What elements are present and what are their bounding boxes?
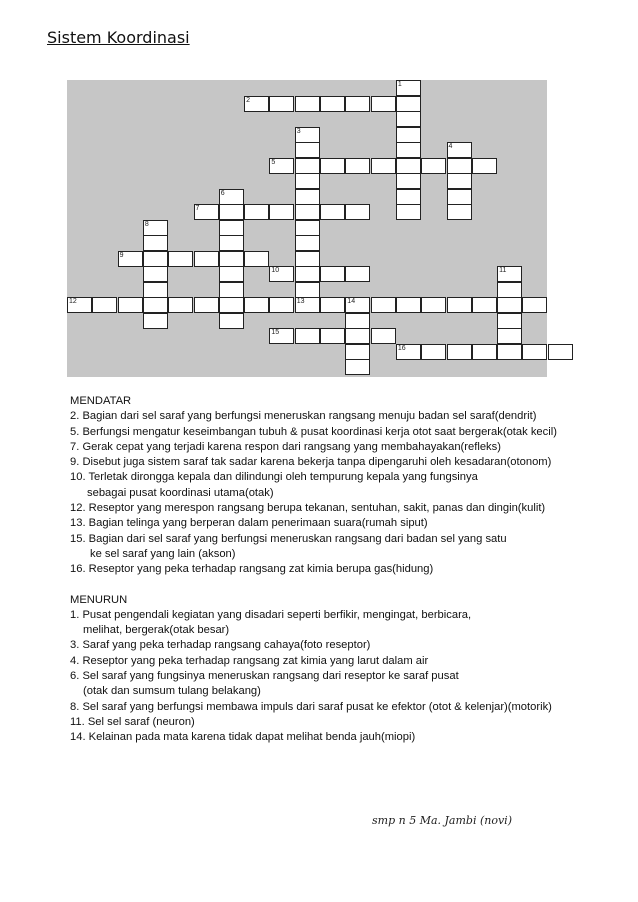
crossword-cell[interactable] xyxy=(447,189,472,205)
clue-number: 12 xyxy=(69,298,77,305)
clue-line: melihat, bergerak(otak besar) xyxy=(83,624,230,637)
crossword-cell[interactable] xyxy=(472,158,497,174)
crossword-cell[interactable] xyxy=(244,297,269,313)
clue-number: 5 xyxy=(271,158,276,166)
crossword-cell[interactable] xyxy=(219,297,244,313)
crossword-cell[interactable] xyxy=(244,251,269,267)
crossword-cell[interactable] xyxy=(320,158,345,174)
crossword-cell[interactable] xyxy=(497,297,522,313)
crossword-cell[interactable] xyxy=(396,189,421,205)
crossword-cell[interactable] xyxy=(396,111,421,127)
crossword-cell[interactable] xyxy=(447,158,472,174)
crossword-cell[interactable] xyxy=(548,344,573,360)
crossword-cell[interactable] xyxy=(219,235,244,251)
crossword-cell[interactable] xyxy=(295,235,320,251)
crossword-cell[interactable] xyxy=(396,142,421,158)
footer-credit: smp n 5 Ma. Jambi (novi) xyxy=(372,814,512,827)
crossword-cell[interactable] xyxy=(219,220,244,236)
clue-number: 14 xyxy=(347,298,356,305)
crossword-cell[interactable] xyxy=(295,328,320,344)
crossword-cell[interactable] xyxy=(345,158,370,174)
crossword-cell[interactable] xyxy=(421,344,446,360)
crossword-cell[interactable] xyxy=(219,204,244,220)
crossword-cell[interactable] xyxy=(295,282,320,298)
clue-number: 13 xyxy=(296,298,305,305)
crossword-cell[interactable] xyxy=(143,251,168,267)
crossword-cell[interactable] xyxy=(295,142,320,158)
clue-number: 16 xyxy=(397,344,406,352)
clue-line: 1. Pusat pengendali kegiatan yang disadari seperti berfikir, mengingat, berbicara, xyxy=(70,608,472,621)
clues-section xyxy=(70,394,610,746)
clue-line: 16. Reseptor yang peka terhadap rangsang zat kimia berupa gas(hidung) xyxy=(70,563,434,576)
page-title: Sistem Koordinasi xyxy=(47,28,190,47)
clue-line: 14. Kelainan pada mata karena tidak dapat melihat benda jauh(miopi) xyxy=(70,731,416,744)
clue-number: 4 xyxy=(448,143,453,150)
clue-number: 6 xyxy=(220,189,225,197)
clue-line: 10. Terletak dirongga kepala dan dilindungi oleh tempurung kepala yang fungsinya xyxy=(70,471,478,484)
crossword-cell[interactable] xyxy=(143,266,168,282)
crossword-cell[interactable] xyxy=(421,297,446,313)
clue-number: 15 xyxy=(271,329,280,336)
crossword-cell[interactable] xyxy=(421,158,446,174)
crossword-cell[interactable] xyxy=(447,173,472,189)
crossword-cell[interactable] xyxy=(345,96,370,112)
crossword-cell[interactable] xyxy=(396,96,421,112)
clue-number: 11 xyxy=(499,267,507,274)
crossword-cell[interactable] xyxy=(447,204,472,220)
crossword-cell[interactable] xyxy=(295,173,320,189)
crossword-cell[interactable] xyxy=(497,344,522,360)
crossword-cell[interactable] xyxy=(371,96,396,112)
crossword-cell[interactable] xyxy=(219,266,244,282)
crossword-cell[interactable] xyxy=(269,96,294,112)
crossword-cell[interactable] xyxy=(320,266,345,282)
crossword-cell[interactable] xyxy=(269,204,294,220)
crossword-cell[interactable] xyxy=(396,127,421,143)
crossword-cell[interactable] xyxy=(320,96,345,112)
crossword-cell[interactable] xyxy=(320,328,345,344)
clue-line: 13. Bagian telinga yang berperan dalam penerimaan suara(rumah siput) xyxy=(70,517,428,530)
crossword-cell[interactable] xyxy=(143,282,168,298)
clue-number: 8 xyxy=(144,220,149,228)
clue-line: 12. Reseptor yang merespon rangsang berupa tekanan, sentuhan, sakit, panas dan dingin(kulit) xyxy=(70,502,546,515)
crossword-cell[interactable] xyxy=(345,204,370,220)
clue-line: 2. Bagian dari sel saraf yang berfungsi meneruskan rangsang menuju badan sel saraf(dendrit) xyxy=(70,410,537,423)
crossword-cell[interactable] xyxy=(345,313,370,329)
crossword-cell[interactable] xyxy=(143,235,168,251)
crossword-cell[interactable] xyxy=(295,96,320,112)
crossword-cell[interactable] xyxy=(522,297,547,313)
crossword-cell[interactable] xyxy=(219,313,244,329)
clue-line: 3. Saraf yang peka terhadap rangsang cahaya(foto reseptor) xyxy=(70,639,371,652)
crossword-cell[interactable] xyxy=(345,328,370,344)
crossword-cell[interactable] xyxy=(447,297,472,313)
crossword-cell[interactable] xyxy=(194,297,219,313)
clue-line: 11. Sel sel saraf (neuron) xyxy=(70,715,195,728)
crossword-grid xyxy=(67,80,547,377)
crossword-cell[interactable] xyxy=(522,344,547,360)
clue-line: sebagai pusat koordinasi utama(otak) xyxy=(87,486,274,499)
crossword-cell[interactable] xyxy=(497,328,522,344)
clue-number: 1 xyxy=(397,81,402,88)
crossword-cell[interactable] xyxy=(143,297,168,313)
crossword-cell[interactable] xyxy=(396,173,421,189)
clue-line: 6. Sel saraf yang fungsinya meneruskan rangsang dari reseptor ke saraf pusat xyxy=(70,670,459,683)
crossword-cell[interactable] xyxy=(295,266,320,282)
mendatar-heading: MENDATAR xyxy=(70,395,132,407)
clue-number: 3 xyxy=(296,127,301,135)
crossword-cell[interactable] xyxy=(472,344,497,360)
crossword-cell[interactable] xyxy=(371,328,396,344)
crossword-cell[interactable] xyxy=(345,344,370,360)
clue-line: 4. Reseptor yang peka terhadap rangsang zat kimia yang larut dalam air xyxy=(70,654,429,667)
crossword-cell[interactable] xyxy=(168,297,193,313)
crossword-cell[interactable] xyxy=(295,251,320,267)
crossword-cell[interactable] xyxy=(295,220,320,236)
crossword-cell[interactable] xyxy=(244,204,269,220)
clue-line: (otak dan sumsum tulang belakang) xyxy=(83,685,261,698)
crossword-cell[interactable] xyxy=(396,297,421,313)
clue-line: 15. Bagian dari sel saraf yang berfungsi meneruskan rangsang dari badan sel yang satu xyxy=(70,532,507,545)
crossword-cell[interactable] xyxy=(447,344,472,360)
crossword-cell[interactable] xyxy=(295,189,320,205)
crossword-cell[interactable] xyxy=(143,313,168,329)
crossword-cell[interactable] xyxy=(194,251,219,267)
clue-number: 2 xyxy=(246,96,250,104)
crossword-cell[interactable] xyxy=(168,251,193,267)
crossword-cell[interactable] xyxy=(472,297,497,313)
crossword-cell[interactable] xyxy=(371,297,396,313)
clue-number: 9 xyxy=(119,251,124,259)
crossword-cell[interactable] xyxy=(219,251,244,267)
crossword-cell[interactable] xyxy=(219,282,244,298)
crossword-cell[interactable] xyxy=(371,158,396,174)
crossword-cell[interactable] xyxy=(396,158,421,174)
crossword-cell[interactable] xyxy=(345,359,370,375)
crossword-cell[interactable] xyxy=(396,204,421,220)
crossword-cell[interactable] xyxy=(320,297,345,313)
clue-line: 5. Berfungsi mengatur keseimbangan tubuh & pusat koordinasi kerja otot saat bergerak(otak kecil) xyxy=(70,425,557,438)
clue-line: 8. Sel saraf yang berfungsi membawa impuls dari saraf pusat ke efektor (otot & kelenjar)(motorik) xyxy=(70,700,552,713)
crossword-cell[interactable] xyxy=(497,313,522,329)
crossword-cell[interactable] xyxy=(497,282,522,298)
crossword-cell[interactable] xyxy=(345,266,370,282)
clue-line: 7. Gerak cepat yang terjadi karena respon dari rangsang yang membahayakan(refleks) xyxy=(70,440,501,453)
crossword-cell[interactable] xyxy=(295,158,320,174)
menurun-heading: MENURUN xyxy=(70,593,128,606)
crossword-cell[interactable] xyxy=(295,204,320,220)
clue-line: ke sel saraf yang lain (akson) xyxy=(90,547,236,560)
crossword-cell[interactable] xyxy=(118,297,143,313)
clue-number: 7 xyxy=(195,205,200,212)
crossword-cell[interactable] xyxy=(320,204,345,220)
crossword-cell[interactable] xyxy=(92,297,117,313)
clue-line: 9. Disebut juga sistem saraf tak sadar karena bekerja tanpa dipengaruhi oleh kesadaran(otonom) xyxy=(70,456,552,469)
clue-number: 10 xyxy=(271,267,280,274)
crossword-cell[interactable] xyxy=(269,297,294,313)
